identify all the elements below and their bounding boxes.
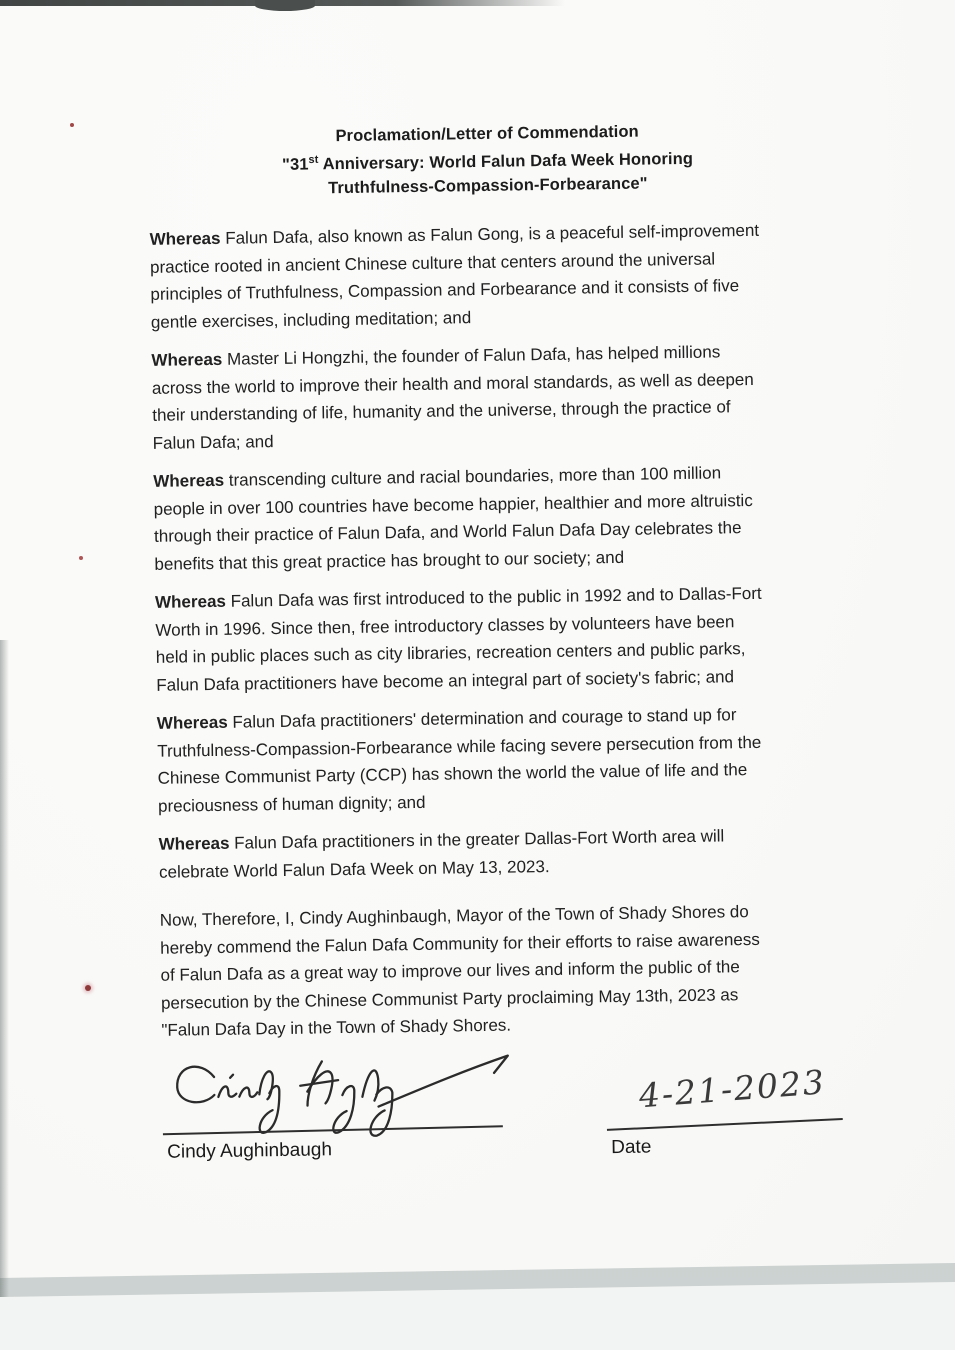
paragraph-text: Master Li Hongzhi, the founder of Falun Dafa, has helped millions across the world to improve their health and moral standards, as well as deepen their understanding of life, humanity and the universe, through the practice of Falun Dafa; and [151,342,754,453]
whereas-lead: Whereas [151,349,223,370]
date-label: Date [611,1136,652,1159]
proclamation-paragraph [160,895,942,1044]
date-line [607,1118,843,1131]
whereas-paragraph-6 [158,819,939,886]
whereas-paragraph-1 [149,214,931,336]
red-speck [85,985,91,991]
title-line-3: Truthfulness-Compassion-Forbearance" [328,173,648,197]
whereas-paragraph-3 [153,456,935,578]
letter-content [140,116,955,1248]
whereas-lead: Whereas [156,712,228,733]
whereas-lead: Whereas [154,591,227,612]
paragraph-text: Falun Dafa was first introduced to the public in 1992 and to Dallas-Fort Worth in 1996. Since then, free introductory classes by volunteers have been held in public places such as city libraries, recreation centers and public parks, Falun Dafa practitioners have become an integral part of society's fabric; and [155,583,762,695]
whereas-lead: Whereas [149,228,221,249]
signature-block [154,1042,955,1214]
red-speck [79,556,83,560]
whereas-paragraph-4 [155,577,937,699]
paragraph-text: Now, Therefore, I, Cindy Aughinbaugh, Mayor of the Town of Shady Shores do hereby commend the Falun Dafa Community for their efforts to raise awareness of Falun Dafa as a great way to improve our lives and inform the public of the persecution by the Chinese Communist Party proclaiming May 13th, 2023 as "Falun Dafa Day in the Town of Shady Shores. [159,902,760,1040]
scan-top-edge-blob [255,0,315,11]
title-line-2: "31st Anniversary: World Falun Dafa Week Honoring [281,149,694,174]
paragraph-text: transcending culture and racial boundaries, more than 100 million people in over 100 countries have become happier, healthier and more altruistic through their practice of Falun Dafa, and World Falun Dafa Day celebrates the benefits that this great practice has brought to our society; and [153,463,753,574]
paper-left-edge-shadow [0,640,9,1297]
letter-title [140,118,835,203]
signatory-name: Cindy Aughinbaugh [167,1139,333,1163]
whereas-paragraph-5 [157,698,939,820]
paragraph-text: Falun Dafa practitioners' determination and courage to stand up for Truthfulness-Compassion-Forbearance while facing severe persecution from the Chinese Communist Party (CCP) has shown the world the value of life and the preciousness of human dignity; and [157,705,762,816]
handwritten-date: 4-21-2023 [637,1062,828,1116]
title-line-1: Proclamation/Letter of Commendation [335,122,639,146]
red-speck [70,123,74,127]
paragraph-text: Falun Dafa, also known as Falun Gong, is a peaceful self-improvement practice rooted in ancient Chinese culture that centers around the universal principles of Truthfulness, Compassion and Forbearance and it consists of five gentle exercises, including meditation; and [149,220,760,332]
whereas-paragraph-2 [151,335,933,457]
paragraph-text: Falun Dafa practitioners in the greater Dallas-Fort Worth area will celebrate World Falun Dafa Week on May 13, 2023. [158,826,725,882]
whereas-lead: Whereas [158,833,230,854]
whereas-lead: Whereas [153,470,225,491]
